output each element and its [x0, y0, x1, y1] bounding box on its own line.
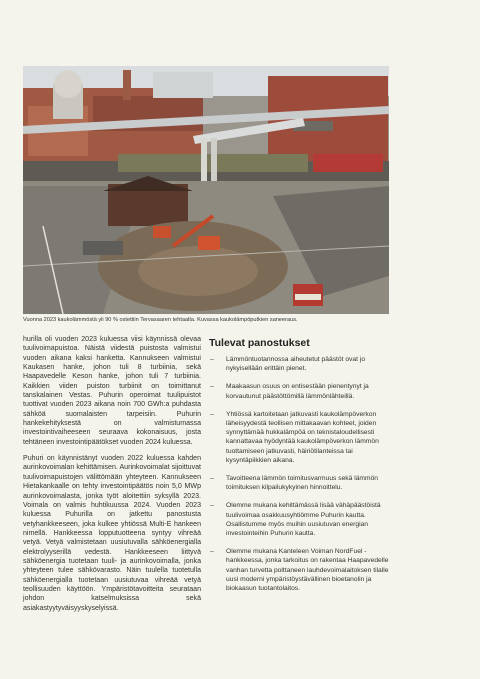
bullet-item [209, 410, 391, 465]
photo-caption: Vuonna 2023 kaukolämmöstä yli 90 % ostettiin Tervasaaren tehtaalta. Kuvassa kaukolämpöputkien saneeraus. [23, 317, 298, 323]
dash-icon: – [210, 410, 214, 418]
bullet-text: Olemme mukana kehittämässä lisää vähäpäästöistä tuulivoimaa osakkuusyhtiömme Puhurin kautta. Osallistumme myös muihin uusiutuvan energian investointeihin Puhurin kautta. [226, 502, 381, 538]
bullet-text: Olemme mukana Kanteleen Voiman NordFuel -hankkeessa, jonka tarkoitus on rakentaa Haapavedelle vanhan turvetta polttaneen lauhdevoimalaitoksen tilalle uusi moderni ympäristöystävällinen bioetanolin ja biokaasun tuotantolaitos. [226, 548, 389, 593]
dash-icon: – [210, 548, 214, 556]
future-investments-section [209, 337, 391, 602]
dash-icon: – [210, 383, 214, 391]
body-text-column [23, 335, 201, 620]
dash-icon: – [210, 356, 214, 363]
bullet-item [209, 501, 391, 538]
body-paragraph: hurilla oli vuoden 2023 kuluessa viisi käynnissä olevaa tuulivoimapuistoa. Näistä viidestä puistosta valmistui vuoden aikana kaksi hanketta. Kannukseen valmistui Kaukasen hanke, johon tuli 8 turbiinia, sekä Haapavedelle Keson hanke, johon tuli 7 turbiinia. Kaikkien viiden puiston turbiinit on toimittanut tanskalainen Vestas. Puhurin operoimat tuulipuistot tuottivat vuoden 2023 aikana noin 700 GWh:a puhdasta sähköä suomalaisten tarpeisiin. Puhurin hankekehityksestä on valmistumassa investointivaiheeseen seuraava kokonaisuus, josta tehtäneen investointipäätökset vuoden 2024 kuluessa. [23, 336, 201, 446]
bullet-text: Yhtiössä kartoitetaan jatkuvasti kaukolämpöverkon läheisyydestä teollisen mittakaavan kohteet, joiden synnyttämää hukkalämpöä on teknistaloudellisesti kannattavaa hyödyntää kaukolämpöverkon lämmön tuottamiseen jatkuvasti, häiriötilanteissa tai kysyntäpiikkien aikana. [226, 410, 379, 464]
bullet-text: Lämmöntuotannossa aiheutetut päästöt ovat jo nykyisellään erittäin pienet. [226, 356, 366, 373]
bullet-list [209, 355, 391, 593]
bullet-item [209, 355, 391, 373]
bullet-item [209, 547, 391, 593]
bullet-text: Tavoitteena lämmön toimitusvarmuus sekä lämmön toimituksen kilpailukykyinen hinnoittelu. [226, 475, 379, 492]
dash-icon: – [210, 502, 214, 510]
bullet-item [209, 382, 391, 400]
body-paragraph: Puhuri on käynnistänyt vuoden 2022 kuluessa kahden aurinkovoimalan kehittämisen. Aurinkovoimalat sijoittuvat tuulivoimapuistojen välittömään yhteyteen. Kannukseen Hietakankaalle on tehty investointipäätös noin 5,0 MWp aurinkovoimalasta, jonka työt aloitettiin syksyllä 2023. Voimala on valmis huhtikuussa 2024. Vuoden 2023 kuluessa Puhurilla on jatkettu panostusta vetyhankkeeseen, joka kulkee yhtiössä Multi-E hankeen nimellä. Hankkeessa lopputuotteena syntyy vihreää vetyä. Vetyä valmistetaan uusiutuvalla sähköenergialla elektrolyyserillä vedestä. Hankkeeseen liittyvä sähköenergia tuotetaan tuuli- ja aurinkovoimalla, jonka yhteyteen tulee sähkövarasto. Näin tuulella tuotetulla sähköenergialla tuotetaan uusiutuvaa vihreää vetyä teollisuuden käyttöön. Ympäristötavoitteita seurataan johdon katselmuksissa sekä asiakastyytyväisyyskyselyissä. [23, 455, 201, 612]
section-title: Tulevat panostukset [209, 337, 310, 349]
factory-aerial-photo [23, 66, 389, 314]
dash-icon: – [210, 475, 214, 483]
bullet-text: Maakaasun osuus on entisestään pienentynyt ja korvautunut päästöttömillä lämmönlähteillä. [226, 383, 369, 400]
bullet-item [209, 474, 391, 492]
